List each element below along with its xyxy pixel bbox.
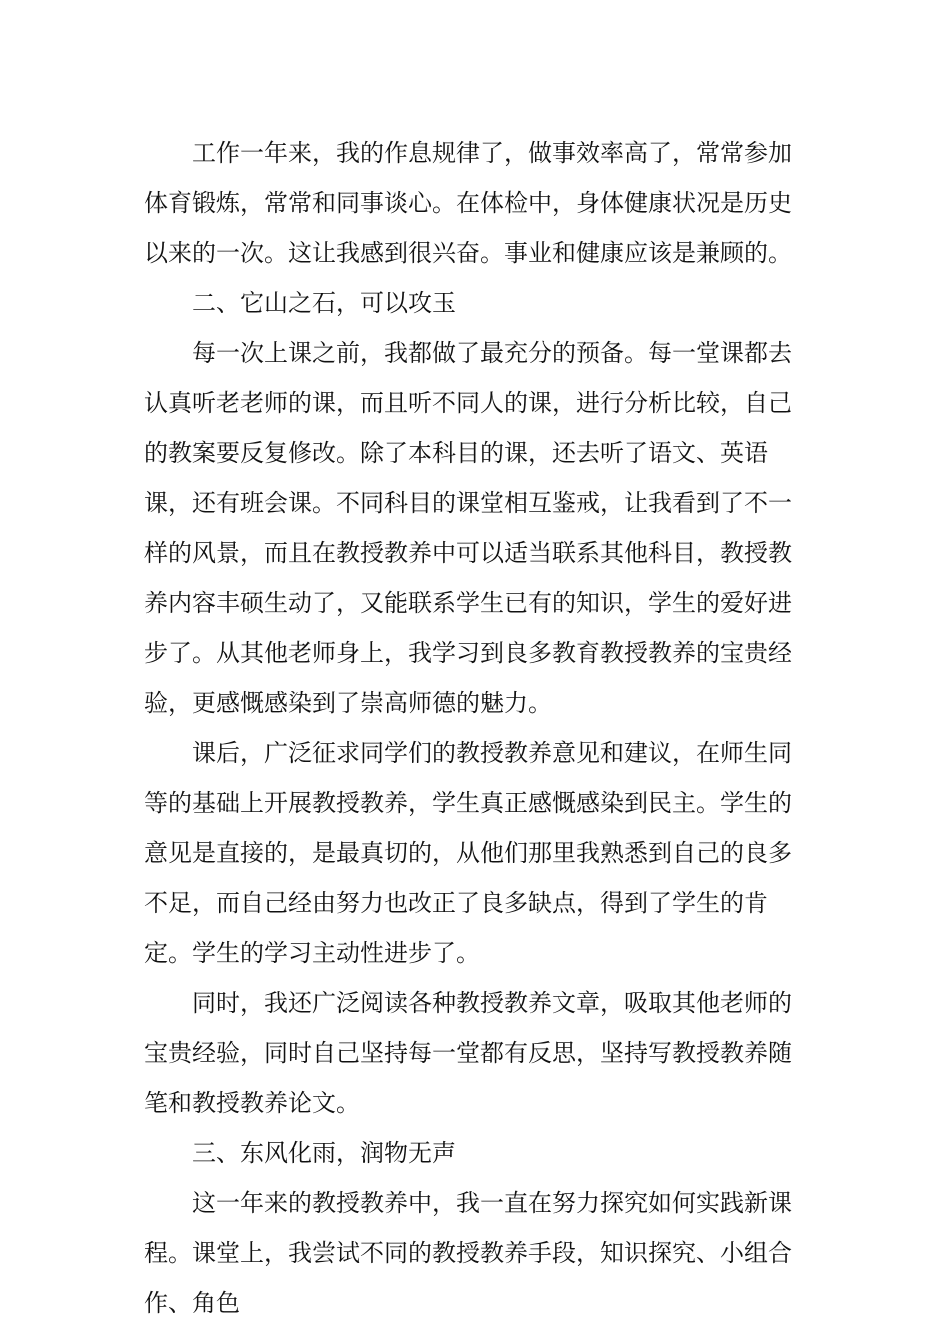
paragraph-reading: 同时，我还广泛阅读各种教授教养文章，吸取其他老师的宝贵经验，同时自己坚持每一堂都有反思，坚持写教授教养随笔和教授教养论文。 [144,989,792,1117]
paragraph-health: 工作一年来，我的作息规律了，做事效率高了，常常参加体育锻炼，常常和同事谈心。在体检中，身体健康状况是历史以来的一次。这让我感到很兴奋。事业和健康应该是兼顾的。 [144,139,792,267]
paragraph-new-curriculum: 这一年来的教授教养中，我一直在努力探究如何实践新课程。课堂上，我尝试不同的教授教养手段，知识探究、小组合作、角色 [144,1189,792,1317]
section-heading-3: 三、东风化雨，润物无声 [192,1139,456,1167]
paragraph-feedback: 课后，广泛征求同学们的教授教养意见和建议，在师生同等的基础上开展教授教养，学生真正感慨感染到民主。学生的意见是直接的，是最真切的，从他们那里我熟悉到自己的良多不足，而自己经由努力也改正了良多缺点，得到了学生的肯定。学生的学习主动性进步了。 [144,739,792,967]
document-body [144,128,812,1328]
paragraph-lesson-prep: 每一次上课之前，我都做了最充分的预备。每一堂课都去认真听老老师的课，而且听不同人的课，进行分析比较，自己的教案要反复修改。除了本科目的课，还去听了语文、英语课，还有班会课。不同科目的课堂相互鉴戒，让我看到了不一样的风景，而且在教授教养中可以适当联系其他科目，教授教养内容丰硕生动了，又能联系学生已有的知识，学生的爱好进步了。从其他老师身上，我学习到良多教育教授教养的宝贵经验，更感慨感染到了崇高师德的魅力。 [144,339,792,717]
section-heading-2: 二、它山之石，可以攻玉 [192,289,456,317]
